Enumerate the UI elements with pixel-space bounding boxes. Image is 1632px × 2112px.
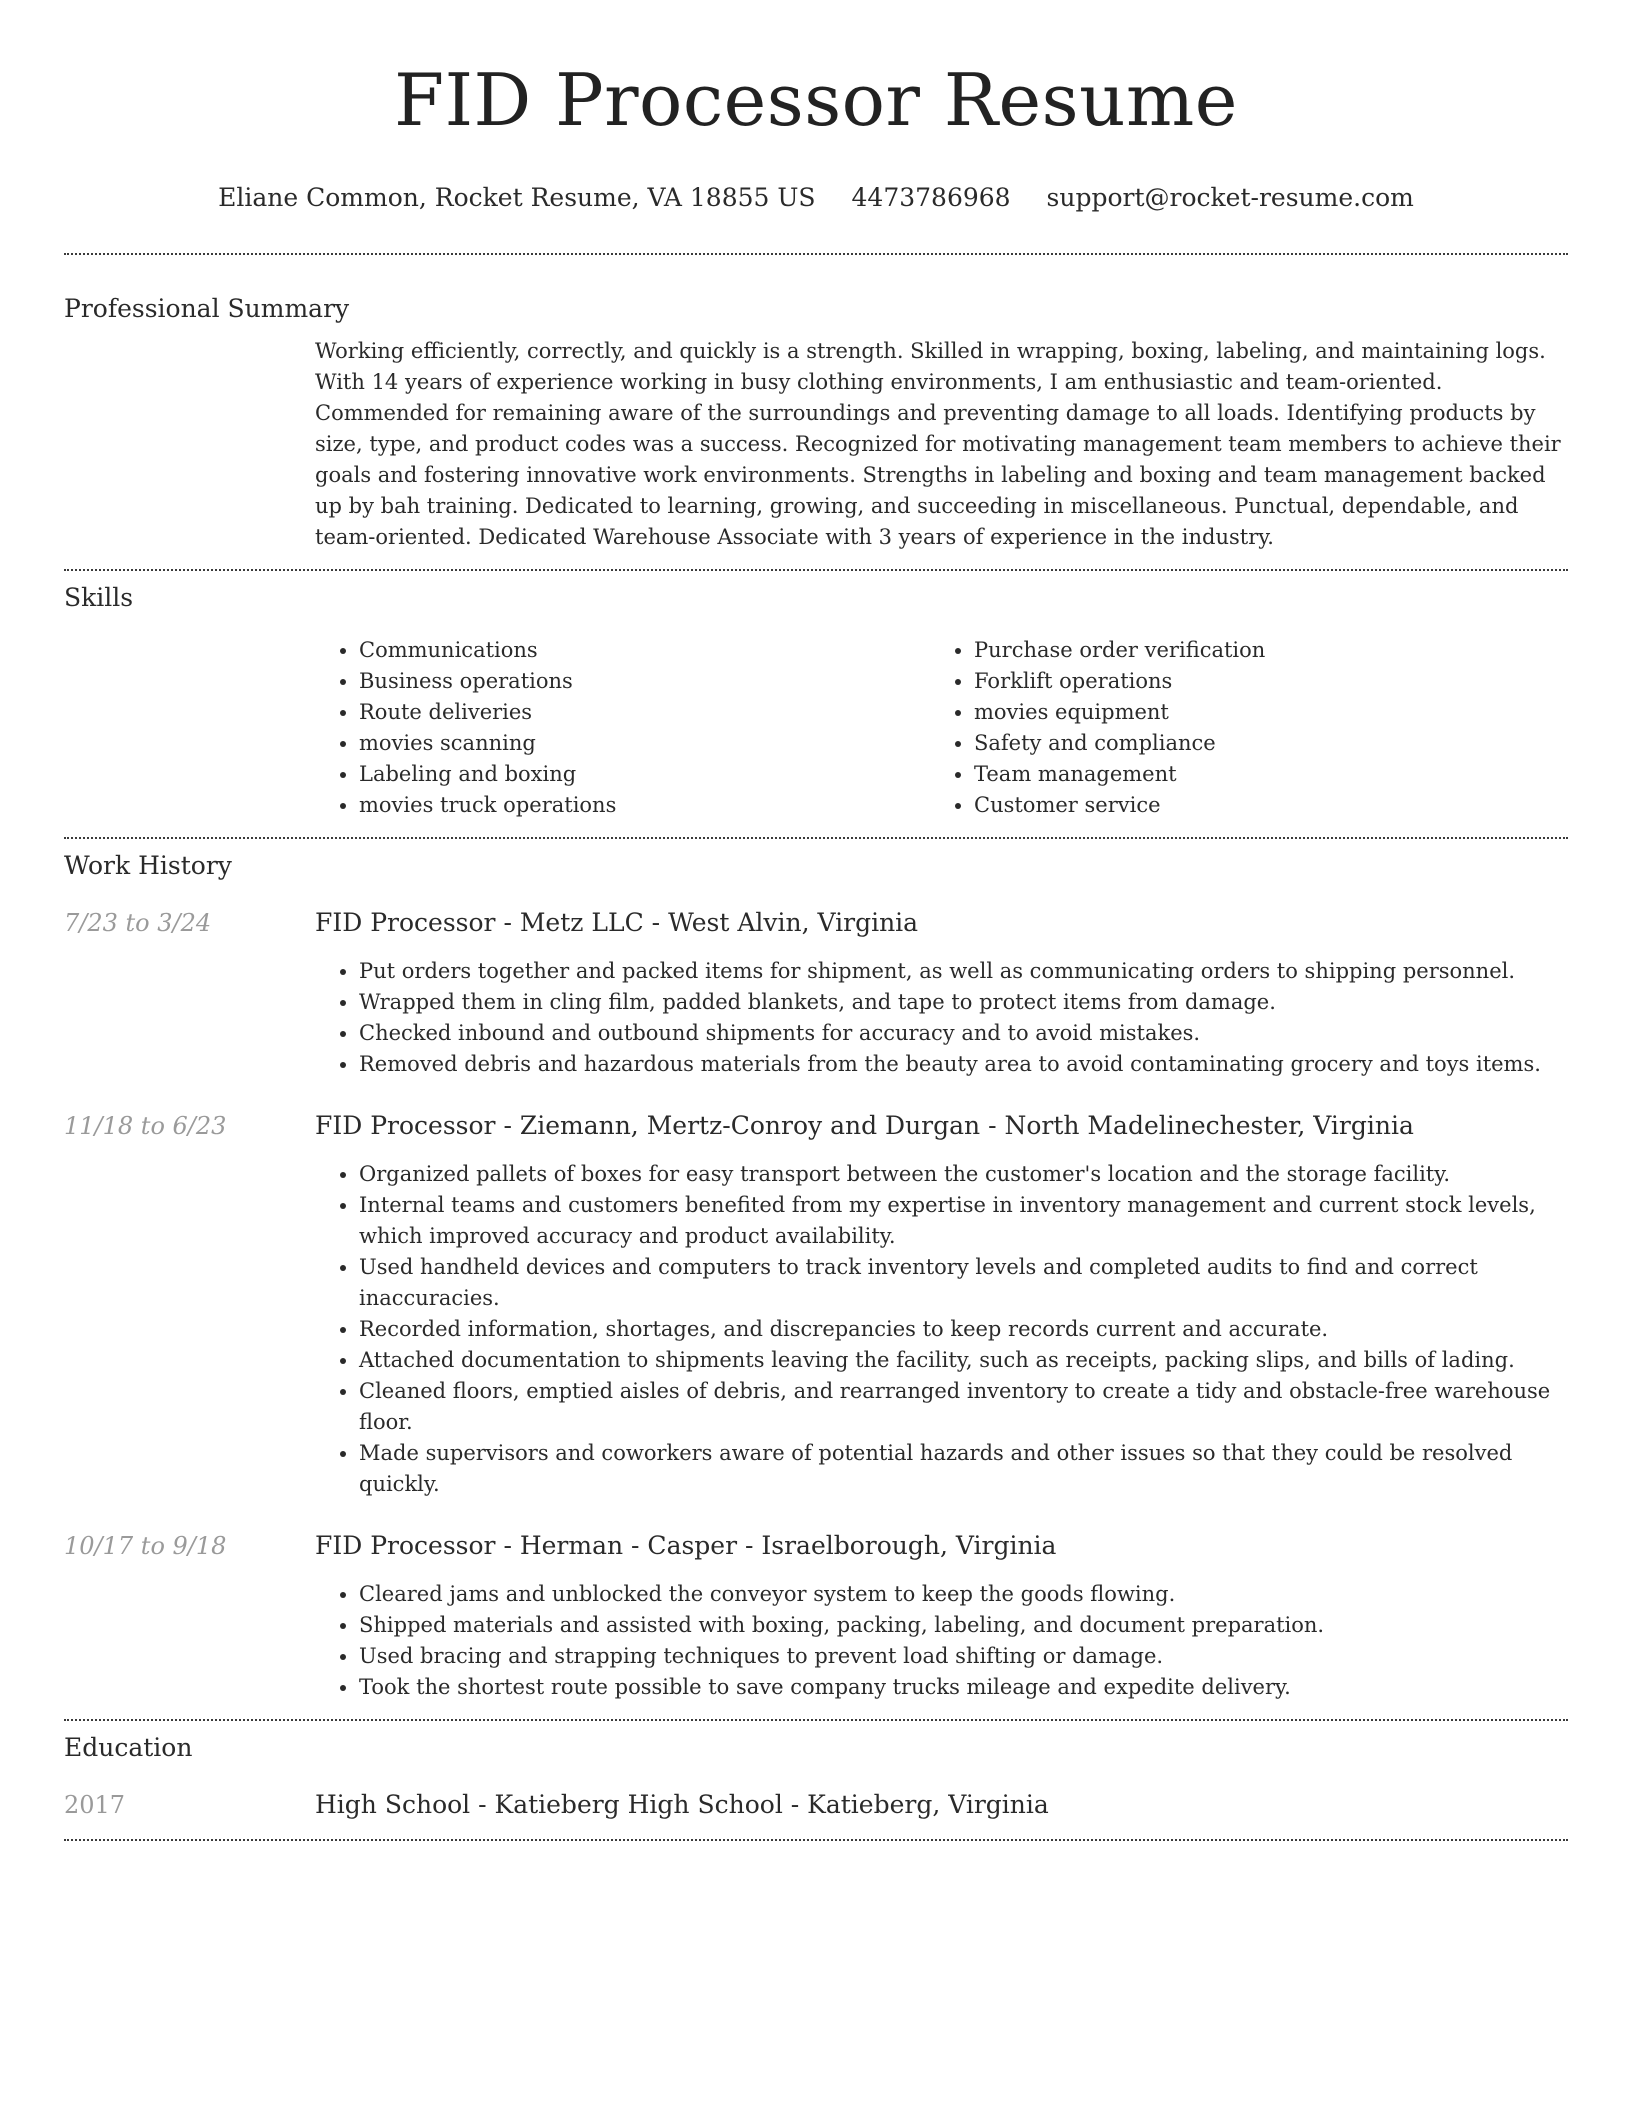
skill-item: • Customer service	[974, 790, 1545, 821]
skills-column-right	[930, 635, 1545, 821]
contact-phone: 4473786968	[851, 183, 1011, 212]
education-entry	[64, 1789, 1568, 1821]
job-header	[64, 1110, 1568, 1142]
job-duty: • Cleaned floors, emptied aisles of debris, and rearranged inventory to create a tidy and obstacle-free warehouse floor.	[359, 1376, 1585, 1438]
contact-email: support@rocket-resume.com	[1046, 183, 1414, 212]
divider	[64, 1719, 1568, 1721]
summary-heading: Professional Summary	[64, 294, 350, 323]
summary-text: Working efficiently, correctly, and quickly is a strength. Skilled in wrapping, boxing, labeling, and maintaining logs. With 14 years of experience working in busy clothing environments, I am enthusiastic and team-oriented. Commended for remaining aware of the surroundings and preventing damage to all loads. Identifying products by size, type, and product codes was a success. Recognized for motivating management team members to achieve their goals and fostering innovative work environments. Strengths in labeling and boxing and team management backed up by bah training. Dedicated to learning, growing, and succeeding in miscellaneous. Punctual, dependable, and team-oriented. Dedicated Warehouse Associate with 3 years of experience in the industry.	[315, 339, 1561, 549]
job-duties	[315, 1579, 1585, 1703]
job-entry	[64, 1110, 1568, 1500]
job-date: 7/23 to 3/24	[64, 909, 212, 937]
job-duties	[315, 1159, 1585, 1500]
education-date: 2017	[64, 1791, 126, 1819]
job-duty: • Used handheld devices and computers to track inventory levels and completed audits to find and correct inaccuracies.	[359, 1252, 1585, 1314]
job-title: FID Processor - Metz LLC - West Alvin, Virginia	[315, 908, 919, 937]
skill-item: • Route deliveries	[359, 697, 930, 728]
job-header	[64, 1530, 1568, 1562]
education-heading: Education	[64, 1733, 193, 1762]
job-date: 10/17 to 9/18	[64, 1532, 227, 1560]
divider	[64, 569, 1568, 571]
skill-item: • movies scanning	[359, 728, 930, 759]
job-duties	[315, 956, 1585, 1080]
job-duty: • Checked inbound and outbound shipments for accuracy and to avoid mistakes.	[359, 1018, 1585, 1049]
job-duty: • Made supervisors and coworkers aware of potential hazards and other issues so that they could be resolved quickly.	[359, 1438, 1585, 1500]
job-duty: • Took the shortest route possible to save company trucks mileage and expedite delivery.	[359, 1672, 1585, 1703]
skills-list	[315, 635, 1570, 821]
divider	[64, 1839, 1568, 1841]
skill-item: • Forklift operations	[974, 666, 1545, 697]
job-duty: • Removed debris and hazardous materials from the beauty area to avoid contaminating grocery and toys items.	[359, 1049, 1585, 1080]
contact-address: Eliane Common, Rocket Resume, VA 18855 US	[218, 183, 816, 212]
skill-item: • Safety and compliance	[974, 728, 1545, 759]
skills-heading: Skills	[64, 583, 134, 612]
job-entry	[64, 1530, 1568, 1703]
job-date: 11/18 to 6/23	[64, 1112, 227, 1140]
skill-item: • movies truck operations	[359, 790, 930, 821]
job-duty: • Attached documentation to shipments leaving the facility, such as receipts, packing slips, and bills of lading.	[359, 1345, 1585, 1376]
job-duty: • Recorded information, shortages, and discrepancies to keep records current and accurate.	[359, 1314, 1585, 1345]
job-duty: • Organized pallets of boxes for easy transport between the customer's location and the storage facility.	[359, 1159, 1585, 1190]
job-duty: • Internal teams and customers benefited from my expertise in inventory management and current stock levels, which improved accuracy and product availability.	[359, 1190, 1585, 1252]
resume-title: FID Processor Resume	[394, 58, 1238, 142]
job-entry	[64, 907, 1568, 1080]
job-title: FID Processor - Ziemann, Mertz-Conroy and Durgan - North Madelinechester, Virginia	[315, 1111, 1414, 1140]
work-history-heading: Work History	[64, 851, 232, 880]
job-duty: • Wrapped them in cling film, padded blankets, and tape to protect items from damage.	[359, 987, 1585, 1018]
skills-column-left	[315, 635, 930, 821]
skill-item: • Business operations	[359, 666, 930, 697]
job-duty: • Put orders together and packed items for shipment, as well as communicating orders to shipping personnel.	[359, 956, 1585, 987]
skill-item: • Labeling and boxing	[359, 759, 930, 790]
contact-line	[64, 182, 1568, 214]
skill-item: • Team management	[974, 759, 1545, 790]
job-header	[64, 907, 1568, 939]
skill-item: • movies equipment	[974, 697, 1545, 728]
divider	[64, 253, 1568, 255]
divider	[64, 837, 1568, 839]
job-duty: • Cleared jams and unblocked the conveyor system to keep the goods flowing.	[359, 1579, 1585, 1610]
skill-item: • Communications	[359, 635, 930, 666]
job-duty: • Shipped materials and assisted with boxing, packing, labeling, and document preparation.	[359, 1610, 1585, 1641]
education-title: High School - Katieberg High School - Katieberg, Virginia	[315, 1790, 1049, 1819]
job-duty: • Used bracing and strapping techniques to prevent load shifting or damage.	[359, 1641, 1585, 1672]
job-title: FID Processor - Herman - Casper - Israelborough, Virginia	[315, 1531, 1057, 1560]
skill-item: • Purchase order verification	[974, 635, 1545, 666]
